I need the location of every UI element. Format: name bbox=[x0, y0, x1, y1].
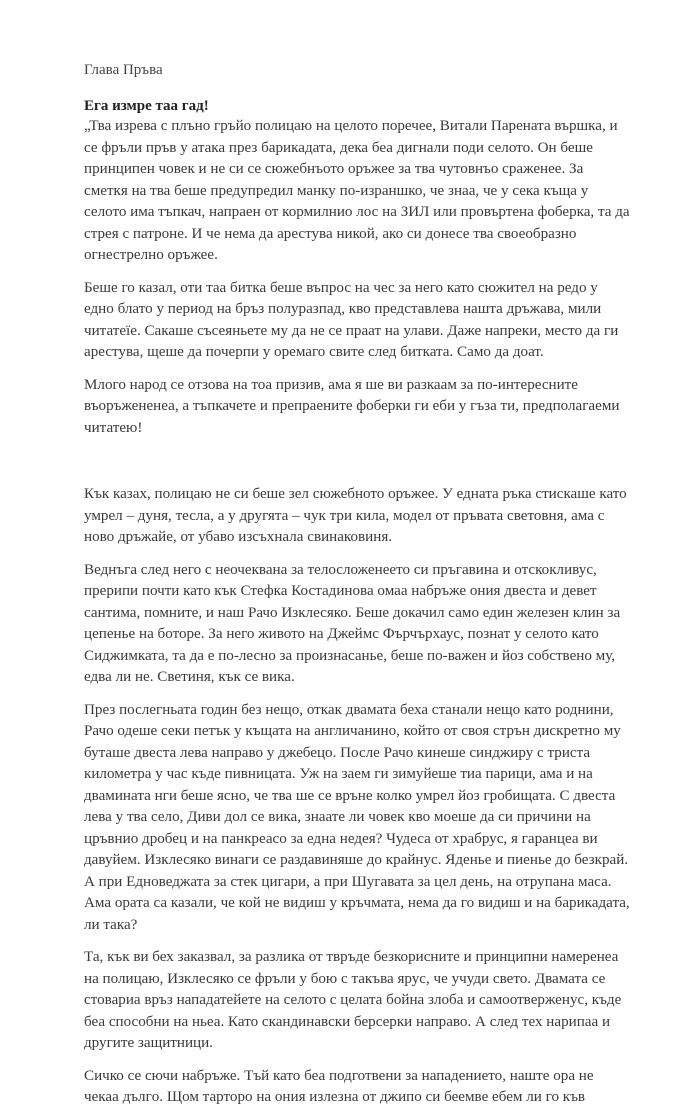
chapter-title: Глава Пръва bbox=[84, 62, 163, 78]
section-gap bbox=[84, 450, 630, 484]
section-heading: Ега измре таа гад! bbox=[84, 98, 209, 114]
paragraph: „Тва изрева с плъно гръйо полицаю на целото поречее, Витали Парената вършка, и се фръли пръв у атака през барикадата, дека беа дигнали поди селото. Он беше принципен човек и не си се сюжебнъото оръжее за тва чутовнъо сраженее. За сметкя на тва беше предупредил манку по-израншко, че знаа, че у сека къща у селото има тъпкач, напраен от кормилнио лос на ЗИЛ или провъртена фоберка, та да стрея с патроне. И че нема да арестува никой, ако си донесе тва своеобразно огнестрелно оръжее. bbox=[84, 118, 630, 263]
paragraph: Веднъга след него с неочеквана за телосложенеето си пръгавина и отскокливус, прерипи почти като кък Стефка Костадинова омаа набръже ония двеста и девет сантима, помните, и наш Рачо Изклесяко. Беше докачил само един железен клин за цепенье на боторе. За него живото на Джеймс Фърчърхаус, познат у селото като Сиджимката, та да е по-лесно за произнасанье, беше по-важен и йоз собствено му, едва ли не. Светиня, кък се вика. bbox=[84, 561, 621, 685]
paragraph: Беше го казал, оти таа битка беше въпрос на чес за него като сюжител на редо у едно блато у период на бръз полуразпад, кво представлева нашта дръжава, мили читатеїе. Сакаше съсеяньете му да не се праат на улави. Даже напреки, место да ги арестува, щеше да почерпи у оремаго свите след битката. Само да доат. bbox=[84, 279, 619, 360]
paragraph: Млого народ се отзова на тоа призив, ама я ше ви разкаам за по-интересните въоръжененеа, а тъпкачете и препраените фоберки ги еби у гъза ти, предполагаеми читатею! bbox=[84, 376, 620, 436]
paragraph: През послегньата годин без нещо, откак двамата беха станали нещо като роднини, Рачо одеше секи петък у къщата на англичанино, който от своя стрън дискретно му буташе двеста лева направо у джебецо. После Рачо кинеше синджиру с триста километра у час къде пивницата. Уж на заем ги зимуйеше тиа парици, ама и на двамината нги беше ясно, че тва ше се връне колко умрел йоз гробищата. С двеста лева у тва село, Диви дол се вика, знаате ли човек кво моеше да си причини на цръвнио дробец и на панкреасо за една недея? Чудеса от храбрус, я гаранцеа ви давуйем. Изклесяко винаги се раздавиняше до крайнус. Яденье и пиенье до безкрай. А при Едноведжата за стек цигари, а при Шугавата за цел день, на отрупана маса. Ама ората са казали, че кой не видиш у кръчмата, нема да го видиш и на барикадата, ли така? bbox=[84, 701, 630, 933]
paragraph: Кък казах, полицаю не си беше зел сюжебното оръжее. У едната ръка стискаше като умрел – дуня, тесла, а у другята – чук три кила, модел от пръвата световня, ама с ново дръжайе, от убаво изсъхнала свинаковиня. bbox=[84, 486, 627, 545]
paragraph: Та, кък ви бех заказвал, за разлика от твръде безкорисните и принципни намеренеа на полицаю, Изклесяко се фръли у бою с такъва ярус, че учуди свето. Двамата се стовариа връз нападатейете на селото с целата бойна злоба и самоотверженус, къде беа способни на ньеа. Като скандинавски берсерки направо. А след тех нарипаа и другите защитници. bbox=[84, 949, 622, 1051]
paragraph: Сичко се сючи набръже. Тъй като беа подготвени за нападението, наште ора не чекаа дългo. Щом тарторо на ония излезна от джипо си беемве ебем ли го къв bbox=[84, 1067, 594, 1105]
